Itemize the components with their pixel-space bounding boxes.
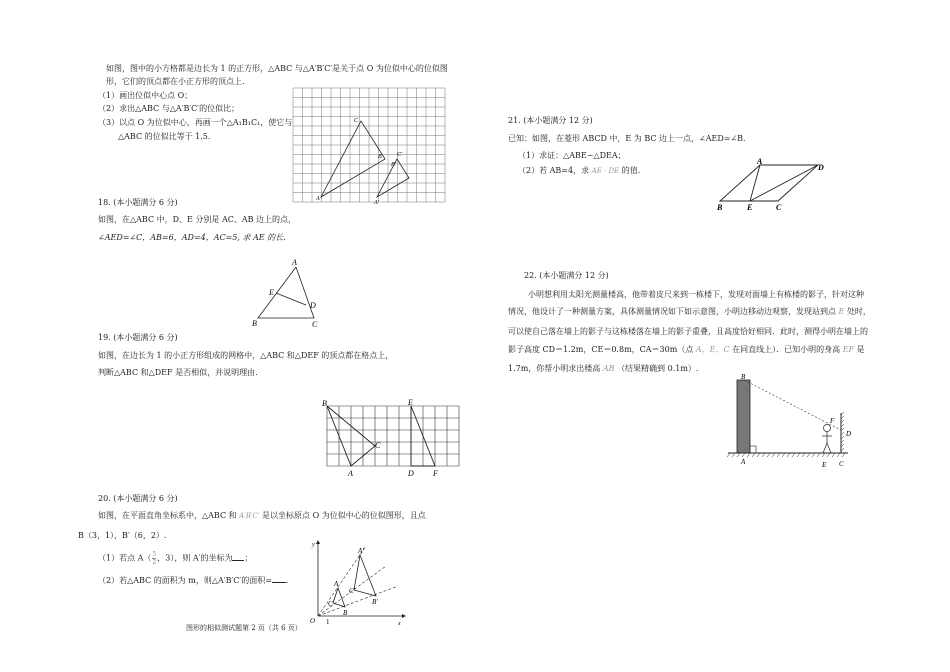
q20-part2-b: . (285, 576, 289, 585)
q20-label-c: C (328, 600, 333, 608)
q20-part1-b: ，3），则 A′的坐标为 (157, 553, 233, 563)
ground-hatch-mark (822, 453, 825, 457)
ground-hatch-mark (732, 453, 735, 457)
q22-line5 (508, 364, 698, 374)
q19-label-a: A (348, 469, 353, 478)
q22-building (737, 380, 750, 453)
q20-fraction-denominator: 2 (152, 559, 157, 566)
q18-label-d: D (310, 301, 316, 310)
q21-label-a: A (757, 157, 763, 166)
q22-person-head (824, 425, 831, 432)
q19-label-d: D (408, 469, 414, 478)
ground-hatch-mark (837, 453, 840, 457)
q22-line2-c: 处时， (846, 307, 871, 316)
q17-part2: （2）求出△ABC 与△A′B′C′的位似比； (98, 104, 240, 113)
q17-triangle-abc (321, 121, 385, 197)
q18-line2: ∠AED=∠C，AB=6，AD=4，AC=5, 求 AE 的长. (98, 233, 286, 242)
ground-hatch-mark (742, 453, 745, 457)
page-footer: 图形的相似测试题第 2 页（共 6 页） (186, 624, 302, 632)
q20-label-b: B (343, 609, 348, 617)
q18-label-e: E (269, 288, 274, 297)
q20-label-one: 1 (326, 618, 330, 626)
q18-triangle-figure (248, 255, 338, 335)
q22-line4-points: A、E、C (695, 345, 730, 354)
q22-line4-e: 是 (856, 345, 865, 354)
ground-hatch-mark (752, 453, 755, 457)
q21-label-b: B (717, 203, 723, 212)
q18-triangle-abc (258, 267, 314, 318)
q20-part1-a: （1）若点 A（ (98, 553, 152, 563)
q20-line1 (98, 511, 426, 521)
q22-person-leg-left (823, 443, 827, 453)
q21-line1: 已知：如图，在菱形 ABCD 中，E 为 BC 边上一点，∠AED=∠B. (508, 134, 746, 143)
q22-line5-a: 1.7m，你帮小明求出楼高 (508, 364, 601, 373)
q18-segment-ed (276, 293, 306, 305)
q21-label-c: C (776, 203, 782, 212)
q17-intro-line1: 如图，图中的小方格都是边长为 1 的正方形，△ABC 与△A′B′C′是关于点 O 为位似中心的位似图 (106, 64, 448, 73)
q21-segment-ae (750, 165, 760, 201)
q22-label-f: F (830, 417, 835, 425)
ground-hatch-mark (797, 453, 800, 457)
q20-triangle-a2b2c2 (354, 555, 376, 596)
q20-line2: B（3，1），B′（6，2）. (78, 531, 167, 540)
q20-line1-c: 是以坐标原点 O 为位似中心的位似图形，且点 (262, 511, 426, 520)
q17-part3-line2: △ABC 的位似比等于 1.5. (118, 132, 211, 141)
q22-label-e: E (822, 461, 827, 469)
q18-line1: 如图，在△ABC 中，D、E 分别是 AC、AB 边上的点， (98, 215, 297, 224)
ground-hatch-mark (767, 453, 770, 457)
q22-right-angle-mark (750, 446, 756, 453)
q21-rhombus-abcd (720, 165, 818, 201)
ground-hatch-mark (842, 453, 845, 457)
q17-intro-line2: 形，它们的顶点都在小正方形的顶点上. (106, 77, 245, 86)
ground-hatch-mark (807, 453, 810, 457)
q19-label-c: C (375, 441, 381, 450)
q19-label-f: F (433, 469, 438, 478)
q21-title: 21. (本小题满分 12 分) (508, 116, 593, 125)
q22-title: 22. (本小题满分 12 分) (524, 271, 609, 280)
q20-fraction-numerator: 5 (152, 551, 157, 558)
q20-label-b-prime: B′ (372, 598, 378, 606)
q22-label-a: A (741, 458, 746, 466)
q22-line4-ef: EF (842, 345, 855, 354)
q17-label-b-prime: B′ (391, 162, 396, 168)
q22-sun-ray (744, 380, 841, 430)
q21-part2 (518, 166, 640, 176)
q22-line2-e: E (838, 307, 845, 316)
q18-label-a: A (292, 258, 297, 267)
ground-hatch-mark (787, 453, 790, 457)
ground-hatch-mark (747, 453, 750, 457)
q21-label-e: E (747, 203, 753, 212)
q20-label-y: y (312, 542, 315, 548)
q22-line2 (508, 307, 871, 317)
q22-person-leg-right (827, 443, 831, 453)
q20-label-a: A (334, 580, 339, 588)
q22-line4-a: 影子高度 CD＝1.2m，CE＝0.8m，CA＝30m（点 (508, 345, 694, 354)
q17-label-b: B (378, 154, 382, 160)
q22-line5-ab: AB (602, 364, 615, 373)
q22-label-b: B (741, 373, 746, 381)
q21-part2-c: 的值. (621, 166, 641, 175)
q20-label-x: x (398, 621, 401, 627)
q22-label-c: C (839, 460, 844, 468)
q20-part2-a: （2）若△ABC 的面积为 m，则△A′B′C′的面积= (98, 576, 272, 585)
q19-label-b: B (322, 399, 327, 408)
ground-hatch-mark (802, 453, 805, 457)
q17-label-c: C (354, 118, 359, 124)
ground-hatch-mark (827, 453, 830, 457)
ground-hatch-mark (832, 453, 835, 457)
q20-label-a-prime: A′ (358, 547, 364, 555)
ground-hatch-mark (772, 453, 775, 457)
q21-label-d: D (818, 163, 824, 172)
q20-label-o: O (310, 617, 316, 625)
ground-hatch-mark (812, 453, 815, 457)
q19-title: 19. (本小题满分 6 分) (98, 333, 178, 342)
q22-line4-c: 在同直线上）．已知小明的身高 (732, 345, 841, 354)
q20-label-c-prime: C′ (349, 587, 356, 595)
q18-label-b: B (252, 319, 257, 328)
q17-part1: （1）画出位似中心点 O； (98, 91, 193, 100)
q22-line1: 小明想利用太阳光测量楼高，他带着皮尺来到一栋楼下，发现对面墙上有栋楼的影子，针对这种 (528, 290, 864, 299)
ground-hatch-mark (757, 453, 760, 457)
q19-line1: 如图，在边长为 1 的小正方形组成的网格中，△ABC 和△DEF 的顶点都在格点上， (98, 351, 394, 360)
q22-label-d: D (846, 430, 852, 438)
q20-part1 (98, 551, 252, 566)
q22-line2-a: 情况，他设计了一种测量方案，具体测量情况如下如示意图，小明边移动边观察，发现站到点 (508, 307, 836, 316)
q22-line4 (508, 345, 865, 355)
q19-label-e: E (408, 398, 413, 407)
q19-grid-figure (322, 398, 462, 478)
ground-hatch-mark (782, 453, 785, 457)
q22-line3: 可以使自己落在墙上的影子与这栋楼落在墙上的影子重叠，且高度恰好相同．此时，测得小明在墙上的 (508, 327, 868, 336)
q21-rhombus-figure (716, 157, 836, 215)
q17-label-a: A (316, 196, 320, 202)
q18-title: 18. (本小题满分 6 分) (98, 198, 178, 207)
q17-label-a-prime: A′ (374, 200, 379, 206)
q20-title: 20. (本小题满分 6 分) (98, 494, 178, 503)
ground-hatch-mark (792, 453, 795, 457)
q22-line5-c: （结果精确到 0.1m）. (617, 364, 699, 373)
ground-hatch-mark (737, 453, 740, 457)
q19-line2: 判断△ABC 和△DEF 是否相似，并说明理由. (98, 368, 258, 377)
ground-hatch-mark (817, 453, 820, 457)
q20-part1-c: ； (244, 553, 253, 563)
q20-part2 (98, 575, 288, 586)
q17-grid-figure (292, 88, 452, 206)
ground-hatch-mark (727, 453, 730, 457)
q18-label-c: C (312, 320, 318, 329)
q21-part2-expression: AE · DE (591, 167, 620, 175)
q20-coordinate-figure (300, 540, 410, 625)
q22-shadow-figure (724, 375, 864, 475)
ground-hatch-mark (777, 453, 780, 457)
q17-part3-line1: （3）以点 O 为位似中心，再画一个△A₁B₁C₁，使它与 (98, 118, 293, 127)
q17-label-c-prime: C′ (397, 152, 403, 158)
q20-line1-a: 如图，在平面直角坐标系中，△ABC 和 (98, 511, 237, 520)
ground-hatch-mark (762, 453, 765, 457)
q20-line1-abc-prime: A′B′C′ (239, 512, 260, 520)
q21-part1: （1）求证：△ABE∽△DEA； (518, 151, 626, 160)
q21-part2-a: （2）若 AB=4，求 (518, 166, 590, 175)
